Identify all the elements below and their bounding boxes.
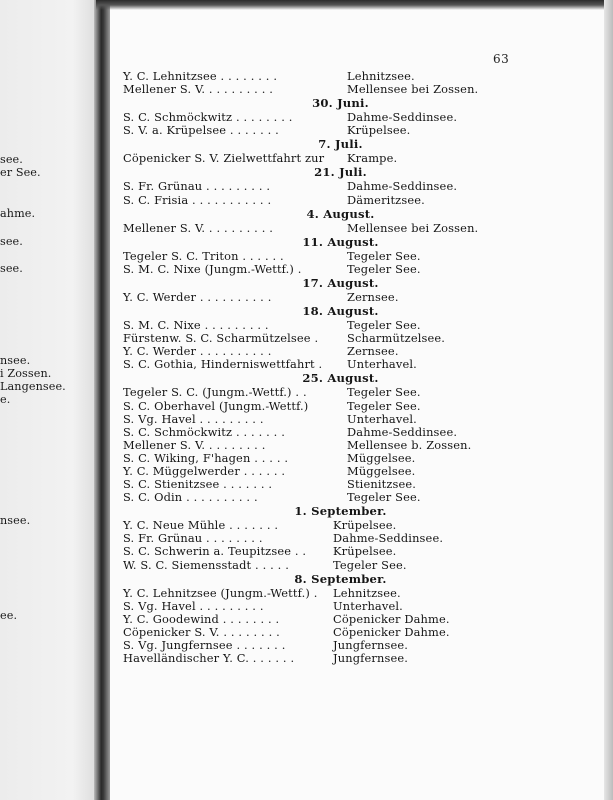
schedule-entry <box>123 413 503 426</box>
date-heading: 7. Juli. <box>318 137 363 152</box>
schedule-entry <box>123 222 503 235</box>
venue-name: Müggelsee. <box>347 450 416 465</box>
schedule-entry <box>123 250 503 263</box>
club-name: Mellener S. V. . . . . . . . . . <box>123 220 274 235</box>
club-name: Y. C. Lehnitzsee (Jungm.-Wettf.) . <box>123 585 318 600</box>
club-name: S. C. Wiking, F'hagen . . . . . <box>123 450 289 465</box>
club-name: S. C. Schmöckwitz . . . . . . . <box>123 424 285 439</box>
venue-name: Tegeler See. <box>347 318 421 333</box>
club-name: Y. C. Müggelwerder . . . . . . <box>123 463 286 478</box>
club-name: S. C. Schwerin a. Teupitzsee . . <box>123 544 307 559</box>
date-group <box>123 70 503 96</box>
venue-name: Jungfernsee. <box>333 651 409 666</box>
venue-name: Unterhavel. <box>347 357 417 372</box>
schedule-entry <box>123 452 503 465</box>
club-name: S. V. a. Krüpelsee . . . . . . . <box>123 123 279 138</box>
date-heading: 25. August. <box>302 371 379 386</box>
book-gutter <box>94 0 110 800</box>
schedule-entry <box>123 491 503 504</box>
venue-name: Mellensee b. Zossen. <box>347 437 472 452</box>
date-heading: 18. August. <box>302 304 379 319</box>
club-name: Y. C. Lehnitzsee . . . . . . . . <box>123 69 278 83</box>
club-name: Tegeler S. C. Triton . . . . . . <box>123 248 284 263</box>
left-page-text-fragment: ahme. <box>0 207 36 220</box>
date-heading: 8. September. <box>294 571 387 586</box>
club-name: Y. C. Neue Mühle . . . . . . . <box>123 518 279 533</box>
date-group <box>123 235 503 276</box>
venue-name: Tegeler See. <box>347 490 421 505</box>
venue-name: Jungfernsee. <box>333 638 409 652</box>
club-name: S. C. Schmöckwitz . . . . . . . . <box>123 110 293 125</box>
left-page-text-fragment: see. <box>0 153 23 166</box>
venue-name: Krüpelsee. <box>347 123 411 138</box>
date-group <box>123 276 503 304</box>
venue-name: Krüpelsee. <box>333 518 397 533</box>
left-page-text-fragment: ee. <box>0 609 18 622</box>
club-name: S. C. Odin . . . . . . . . . . <box>123 490 258 505</box>
date-group <box>123 165 503 206</box>
schedule-entry <box>123 400 503 413</box>
venue-name: Lehnitzsee. <box>333 585 401 600</box>
club-name: S. C. Stienitzsee . . . . . . . <box>123 477 273 492</box>
venue-name: Tegeler See. <box>347 385 421 400</box>
page-top-shadow <box>96 0 613 10</box>
venue-name: Krüpelsee. <box>333 544 397 559</box>
club-name: Havelländischer Y. C. . . . . . . <box>123 651 295 666</box>
date-heading: 17. August. <box>302 275 379 290</box>
date-group <box>123 572 503 666</box>
date-heading: 11. August. <box>302 234 379 249</box>
date-group <box>123 304 503 371</box>
venue-name: Mellensee bei Zossen. <box>347 82 479 97</box>
club-name: S. Fr. Grünau . . . . . . . . <box>123 531 263 546</box>
venue-name: Unterhavel. <box>347 411 417 426</box>
date-group <box>123 96 503 137</box>
date-heading: 30. Juni. <box>312 96 369 111</box>
schedule-entry <box>123 426 503 439</box>
left-page-text-fragment: nsee. <box>0 354 31 367</box>
schedule-entry <box>123 600 503 613</box>
page-right-edge <box>604 0 613 800</box>
date-heading: 21. Juli. <box>314 165 367 180</box>
schedule-entry <box>123 386 503 399</box>
date-heading: 1. September. <box>294 504 387 519</box>
venue-name: Dämeritzsee. <box>347 192 425 207</box>
schedule-entry <box>123 652 503 665</box>
venue-name: Tegeler See. <box>347 248 421 263</box>
schedule-entry <box>123 587 503 600</box>
schedule-entry <box>123 559 503 572</box>
schedule-entry <box>123 291 503 304</box>
club-name: Y. C. Werder . . . . . . . . . . <box>123 289 272 304</box>
club-name: S. C. Frisia . . . . . . . . . . . <box>123 192 272 207</box>
date-group <box>123 504 503 571</box>
left-page-text-fragment: er See. <box>0 166 41 179</box>
schedule-entry <box>123 613 503 626</box>
date-group <box>123 371 503 504</box>
club-name: Y. C. Werder . . . . . . . . . . <box>123 344 272 359</box>
schedule-entry <box>123 439 503 452</box>
left-page-text-fragment: nsee. <box>0 514 31 527</box>
left-page-text-fragment: see. <box>0 235 23 248</box>
venue-name: Cöpenicker Dahme. <box>333 611 450 626</box>
venue-name: Stienitzsee. <box>347 477 417 492</box>
venue-name: Müggelsee. <box>347 463 416 478</box>
date-group <box>123 207 503 235</box>
club-name: W. S. C. Siemensstadt . . . . . <box>123 557 289 572</box>
schedule-entry <box>123 263 503 276</box>
club-name: S. Vg. Havel . . . . . . . . . <box>123 411 264 426</box>
left-page-text-fragment: e. <box>0 393 11 406</box>
venue-name: Lehnitzsee. <box>347 69 415 83</box>
venue-name: Unterhavel. <box>333 598 403 613</box>
schedule-entry <box>123 83 503 96</box>
club-name: Cöpenicker S. V. Zielwettfahrt zur <box>123 151 325 166</box>
club-name: Cöpenicker S. V. . . . . . . . . <box>123 624 280 639</box>
left-page-text-fragment: Langensee. <box>0 380 66 393</box>
venue-name: Tegeler See. <box>333 557 407 572</box>
schedule-entry <box>123 180 503 193</box>
venue-name: Tegeler See. <box>347 261 421 276</box>
date-heading: 4. August. <box>306 206 375 221</box>
club-name: S. Vg. Havel . . . . . . . . . <box>123 598 264 613</box>
venue-name: Krampe. <box>347 151 398 166</box>
schedule-entry <box>123 124 503 137</box>
venue-name: Zernsee. <box>347 289 399 304</box>
left-page-text-fragment: see. <box>0 262 23 275</box>
venue-name: Dahme-Seddinsee. <box>347 110 458 125</box>
venue-name: Tegeler See. <box>347 398 421 413</box>
left-page-text-fragment: i Zossen. <box>0 367 52 380</box>
club-name: S. C. Gothia, Hinderniswettfahrt . <box>123 357 323 372</box>
left-page <box>0 0 104 800</box>
schedule-entry <box>123 152 503 165</box>
venue-name: Zernsee. <box>347 344 399 359</box>
venue-name: Scharmützelsee. <box>347 331 446 346</box>
regatta-schedule <box>123 70 503 665</box>
club-name: Mellener S. V. . . . . . . . . . <box>123 82 274 97</box>
schedule-entry <box>123 194 503 207</box>
club-name: S. M. C. Nixe . . . . . . . . . <box>123 318 269 333</box>
venue-name: Dahme-Seddinsee. <box>347 179 458 194</box>
venue-name: Dahme-Seddinsee. <box>333 531 444 546</box>
club-name: S. C. Oberhavel (Jungm.-Wettf.) <box>123 398 309 413</box>
venue-name: Dahme-Seddinsee. <box>347 424 458 439</box>
club-name: Mellener S. V. . . . . . . . . <box>123 437 266 452</box>
club-name: Fürstenw. S. C. Scharmützelsee . <box>123 331 319 346</box>
club-name: Tegeler S. C. (Jungm.-Wettf.) . . <box>123 385 307 400</box>
club-name: S. M. C. Nixe (Jungm.-Wettf.) . <box>123 261 302 276</box>
club-name: Y. C. Goodewind . . . . . . . . <box>123 611 280 626</box>
club-name: S. Vg. Jungfernsee . . . . . . . <box>123 638 286 652</box>
date-group <box>123 137 503 165</box>
venue-name: Mellensee bei Zossen. <box>347 220 479 235</box>
page-number: 63 <box>493 52 510 66</box>
schedule-entry <box>123 358 503 371</box>
club-name: S. Fr. Grünau . . . . . . . . . <box>123 179 271 194</box>
schedule-entry <box>123 545 503 558</box>
venue-name: Cöpenicker Dahme. <box>333 624 450 639</box>
